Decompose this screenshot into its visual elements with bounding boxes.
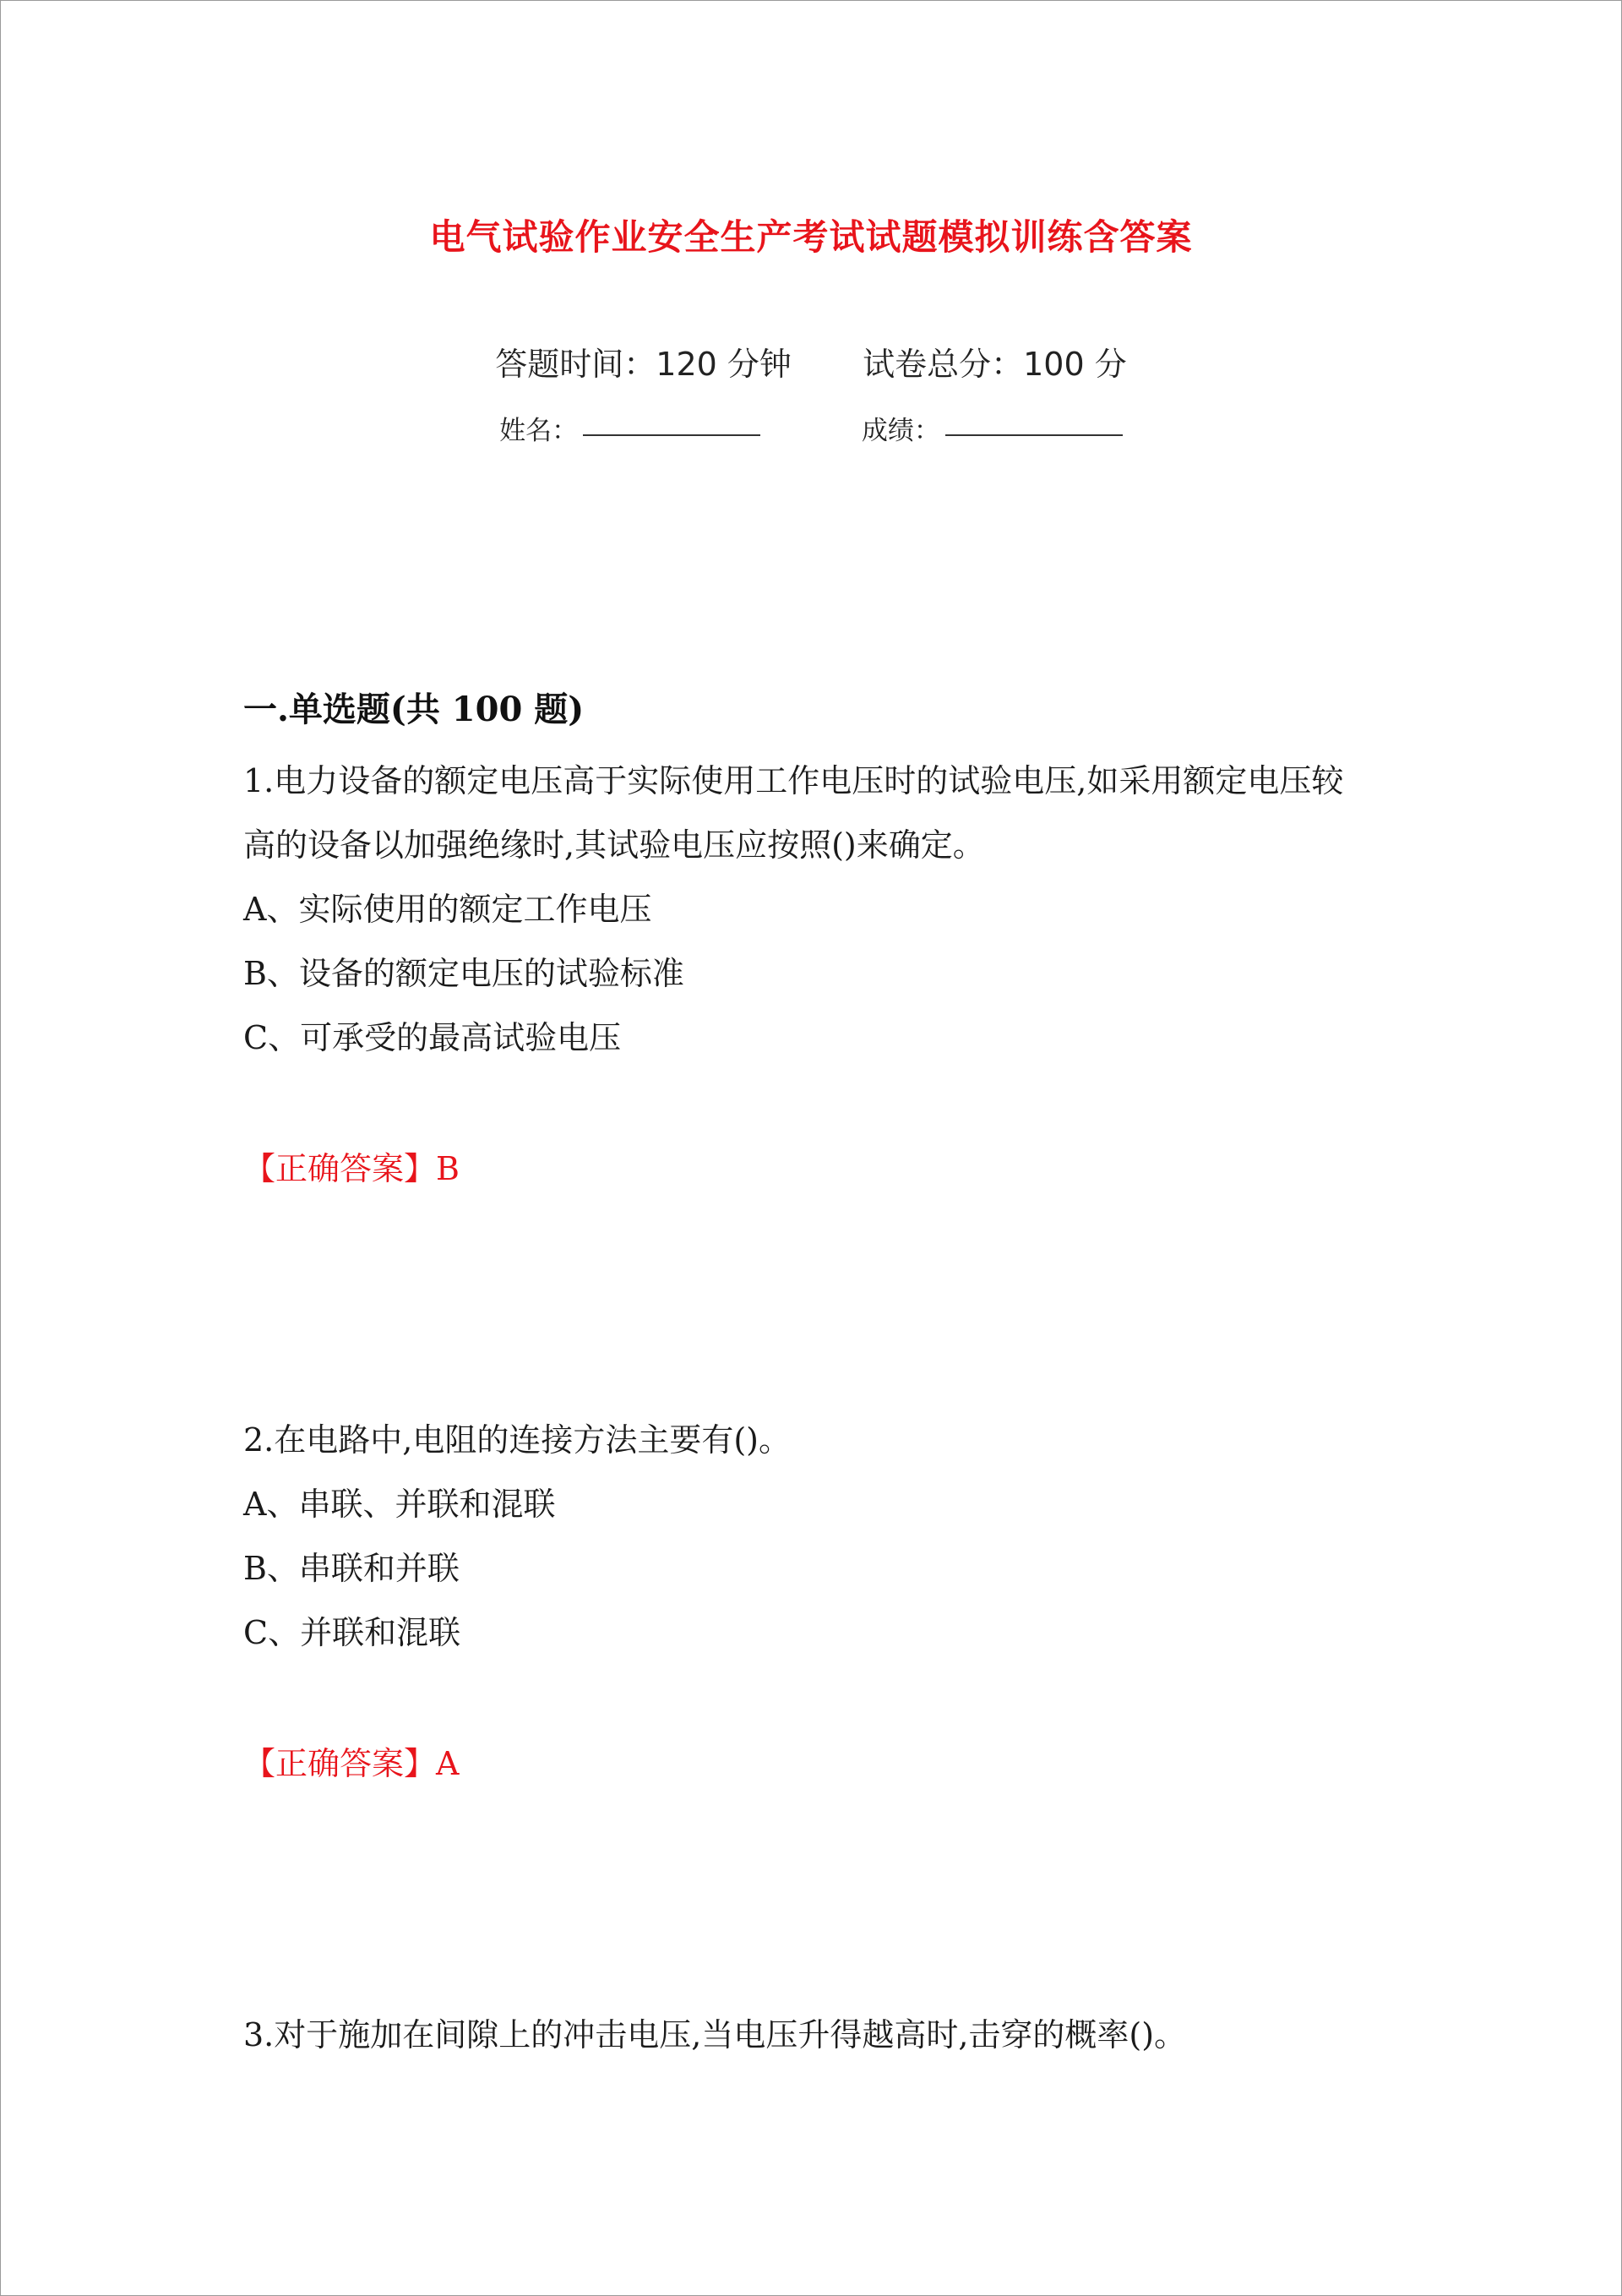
correct-answer-2: 【正确答案】A — [243, 1745, 460, 1782]
question-2 — [243, 1408, 1392, 1665]
option-a: A、串联、并联和混联 — [243, 1486, 556, 1523]
document-title: 电气试验作业安全生产考试试题模拟训练含答案 — [429, 216, 1193, 258]
question-stem-line: 高的设备以加强绝缘时,其试验电压应按照()来确定。 — [243, 826, 985, 864]
question-stem-line: 3.对于施加在间隙上的冲击电压,当电压升得越高时,击穿的概率()。 — [243, 2016, 1187, 2053]
student-info-row — [0, 409, 1622, 447]
question-1 — [243, 749, 1392, 1070]
correct-answer-1: 【正确答案】B — [243, 1150, 460, 1187]
score-value: 100 分 — [1023, 346, 1127, 383]
name-label: 姓名： — [499, 416, 579, 446]
time-label: 答题时间： — [495, 346, 656, 383]
option-b: B、设备的额定电压的试验标准 — [243, 955, 684, 992]
question-stem-line: 2.在电路中,电阻的连接方法主要有()。 — [243, 1421, 791, 1459]
name-blank — [583, 434, 760, 436]
score-label: 试卷总分： — [863, 346, 1024, 383]
question-stem-line: 1.电力设备的额定电压高于实际使用工作电压时的试验电压,如采用额定电压较 — [243, 762, 1344, 799]
option-c: C、并联和混联 — [243, 1614, 461, 1651]
option-a: A、实际使用的额定工作电压 — [243, 891, 652, 928]
option-c: C、可承受的最高试验电压 — [243, 1019, 622, 1056]
option-b: B、串联和并联 — [243, 1550, 460, 1587]
exam-info-row — [0, 338, 1622, 384]
grade-label: 成绩： — [861, 416, 940, 446]
grade-blank — [945, 434, 1123, 436]
section-title: 一.单选题(共 100 题) — [243, 690, 585, 729]
question-3 — [243, 2003, 1392, 2067]
time-value: 120 分钟 — [656, 346, 792, 383]
